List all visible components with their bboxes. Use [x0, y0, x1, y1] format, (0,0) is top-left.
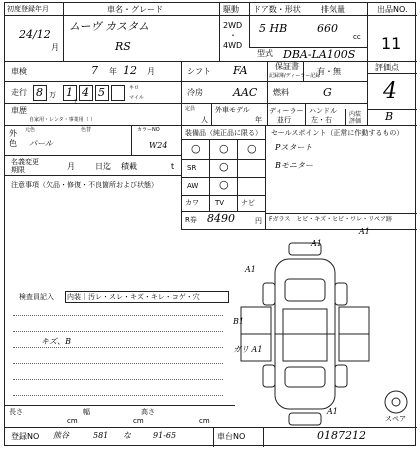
drive-4wd: 4WD	[223, 41, 243, 50]
divider	[5, 427, 417, 428]
history-label: 車歴	[11, 106, 27, 115]
divider	[367, 61, 417, 62]
height-unit: cm	[199, 417, 210, 425]
displacement-label: 排気量	[321, 5, 345, 14]
inspection-month: 12	[123, 64, 137, 77]
length-label: 長さ	[9, 408, 23, 416]
divider	[211, 103, 212, 125]
width-label: 幅	[83, 408, 90, 416]
score-label: 評価点	[375, 63, 399, 72]
selling-points-label: セールスポイント（正常に作動するもの）	[271, 129, 404, 137]
lot-number-value: 11	[381, 34, 402, 53]
drive-label: 駆動	[223, 5, 239, 14]
equipment-tv-label: TV	[215, 199, 225, 207]
aircon-value: AAC	[233, 86, 258, 99]
color-value: パール	[29, 139, 53, 148]
divider	[249, 3, 250, 47]
warranty-label: 保証書	[275, 62, 299, 71]
equipment-navi-label: ナビ	[241, 199, 255, 207]
divider	[131, 125, 132, 155]
mileage-digit: 5	[98, 86, 105, 99]
mileage-digit-box	[111, 85, 125, 101]
warranty-value: 有・無	[317, 67, 341, 76]
original-color-label: 元色	[25, 127, 36, 133]
recycle-value: 8490	[207, 212, 235, 225]
equipment-aw-label: AW	[187, 182, 199, 190]
divider	[181, 139, 265, 140]
inspection-label: 車検	[11, 67, 27, 76]
drive-2wd: 2WD	[223, 21, 243, 30]
registration-kana: な	[123, 431, 131, 440]
comment-line	[13, 347, 223, 348]
equipment-sr-label: SR	[187, 164, 197, 172]
divider	[5, 81, 367, 82]
shift-label: シフト	[187, 67, 211, 76]
grade-value: RS	[115, 40, 131, 53]
divider	[5, 155, 181, 156]
comment-line	[13, 395, 223, 396]
divider	[267, 61, 268, 103]
first-registration-label: 初度登録年月	[7, 5, 49, 13]
divider	[367, 73, 417, 74]
divider	[5, 125, 417, 126]
inspection-year: 7	[91, 64, 98, 77]
inspection-month-unit: 月	[147, 67, 155, 76]
mile-label: マイル	[129, 95, 144, 101]
divider	[63, 3, 64, 61]
divider	[367, 15, 417, 16]
car-diagram	[235, 239, 375, 429]
equipment-sr-mark: ○	[219, 160, 229, 173]
equipment-ps-mark: ○	[219, 142, 229, 155]
history-options: 自家用・レンタ・事業用（ ）	[29, 117, 96, 123]
comment-line	[13, 331, 223, 332]
name-change-day-unit: 日迄	[95, 162, 111, 171]
load-unit: t	[171, 162, 175, 171]
comment-line	[13, 315, 223, 316]
comment-line	[13, 379, 223, 380]
damage-mark-a1: A1	[359, 227, 370, 236]
divider	[181, 61, 182, 103]
divider	[219, 15, 367, 16]
divider	[181, 103, 182, 125]
color-change-label: 色替	[81, 127, 92, 133]
spare-label: スペア	[385, 415, 406, 423]
color-label: 外色	[9, 129, 17, 148]
divider	[5, 103, 367, 104]
recycle-unit: 円	[255, 217, 262, 225]
damage-mark-a1: ガリ A1	[233, 345, 263, 354]
warranty-sub-label: 記録簿/ディーラー記録	[269, 73, 321, 79]
divider	[267, 103, 268, 125]
damage-mark-a1: A1	[311, 239, 322, 248]
divider	[367, 109, 368, 125]
equipment-ac-mark: ○	[191, 142, 201, 155]
equipment-pw-mark: ○	[247, 142, 257, 155]
lot-number-label: 出品NO.	[377, 5, 408, 14]
spare-tire-icon	[383, 389, 409, 415]
exterior-model-label: 外車モデル	[215, 106, 250, 114]
displacement-unit: cc	[353, 33, 361, 41]
inspection-year-unit: 年	[109, 67, 117, 76]
interior-score-label: 内装評価	[349, 111, 362, 125]
name-change-month-unit: 月	[67, 162, 75, 171]
model-name: ムーヴ カスタム	[69, 20, 149, 33]
inspector-comment: キズ、B	[41, 337, 71, 346]
registration-label: 登録NO	[11, 432, 40, 441]
type-label: 型式	[257, 49, 273, 58]
notes-label: 注意事項（欠品・修復・不良箇所および状態）	[11, 181, 158, 189]
selling-point-item: Bモニター	[275, 161, 313, 170]
mileage-digit: 1	[66, 86, 73, 99]
color-number-label: カラーNO	[137, 127, 160, 133]
divider	[345, 109, 346, 125]
divider	[265, 213, 417, 214]
aircon-label: 冷房	[187, 88, 203, 97]
model-grade-label: 車名・グレード	[107, 5, 163, 14]
registration-number: 91-65	[153, 431, 177, 440]
interior-line: 内装｜汚レ・スレ・キズ・キレ・コゲ・穴	[67, 293, 200, 301]
divider	[305, 103, 306, 125]
shift-value: FA	[233, 64, 248, 77]
mileage-unit-sen: 千	[73, 99, 79, 105]
auction-sheet	[4, 2, 416, 446]
damage-mark-a1: A1	[245, 265, 256, 274]
registration-area: 熊谷	[53, 431, 69, 440]
divider	[5, 61, 367, 62]
type-value: DBA-LA100S	[283, 48, 356, 61]
divider	[181, 229, 417, 230]
load-label: 積載	[121, 162, 137, 171]
name-change-label: 名義変更期限	[11, 158, 39, 174]
handle-value: 左・右	[311, 116, 332, 124]
dealer-label: ディーラー	[269, 107, 304, 115]
mileage-unit-man: 万	[49, 91, 56, 99]
first-registration-value: 24/12	[19, 28, 51, 41]
equipment-kawa-label: カワ	[185, 199, 199, 207]
handle-label: ハンドル	[309, 107, 337, 115]
damage-mark-a1: A1	[327, 407, 338, 416]
first-registration-unit: 月	[51, 43, 59, 52]
chassis-value: 0187212	[317, 429, 366, 442]
comment-line	[13, 363, 223, 364]
color-number-value: W24	[149, 141, 168, 150]
doors-shape-label: ドア数・形状	[253, 5, 301, 14]
exterior-model-unit: 年	[255, 116, 262, 124]
recycle-label: R券	[185, 216, 197, 224]
registration-class: 581	[93, 431, 109, 440]
doors-shape-value: 5 HB	[259, 22, 288, 35]
divider	[263, 427, 264, 447]
divider	[219, 3, 220, 61]
divider	[181, 195, 265, 196]
width-unit: cm	[133, 417, 144, 425]
equipment-label: 装備品（純正品に限る）	[185, 129, 262, 137]
divider	[209, 139, 210, 211]
km-label: キロ	[129, 85, 140, 91]
divider	[213, 427, 214, 447]
capacity-label: 定員	[185, 106, 196, 112]
mileage-digit: 8	[36, 86, 43, 99]
displacement-value: 660	[317, 22, 338, 35]
dealer-sub-label: 並行	[277, 116, 291, 124]
divider	[5, 15, 219, 16]
score-value: 4	[383, 79, 397, 104]
fuel-label: 燃料	[273, 88, 289, 97]
interior-score-value: B	[385, 110, 394, 123]
chassis-label: 車台NO	[217, 432, 246, 441]
divider	[5, 175, 181, 176]
fuel-value: G	[323, 86, 332, 99]
divider	[5, 405, 235, 406]
inspector-label: 検査員記入	[19, 293, 54, 301]
mileage-digit: 4	[82, 86, 89, 99]
drive-separator: ・	[229, 31, 237, 40]
capacity-unit: 人	[201, 116, 208, 124]
length-unit: cm	[67, 417, 78, 425]
damage-mark-b1: B1	[233, 317, 244, 326]
glass-note: Fガラス ヒビ・キズ・ヒビ・ワレ・リペア跡	[269, 216, 393, 223]
divider	[367, 3, 368, 109]
selling-point-item: Pスタート	[275, 143, 313, 152]
divider	[237, 139, 238, 211]
equipment-aw-mark: ○	[219, 178, 229, 191]
height-label: 高さ	[141, 408, 155, 416]
mileage-label: 走行	[11, 88, 27, 97]
